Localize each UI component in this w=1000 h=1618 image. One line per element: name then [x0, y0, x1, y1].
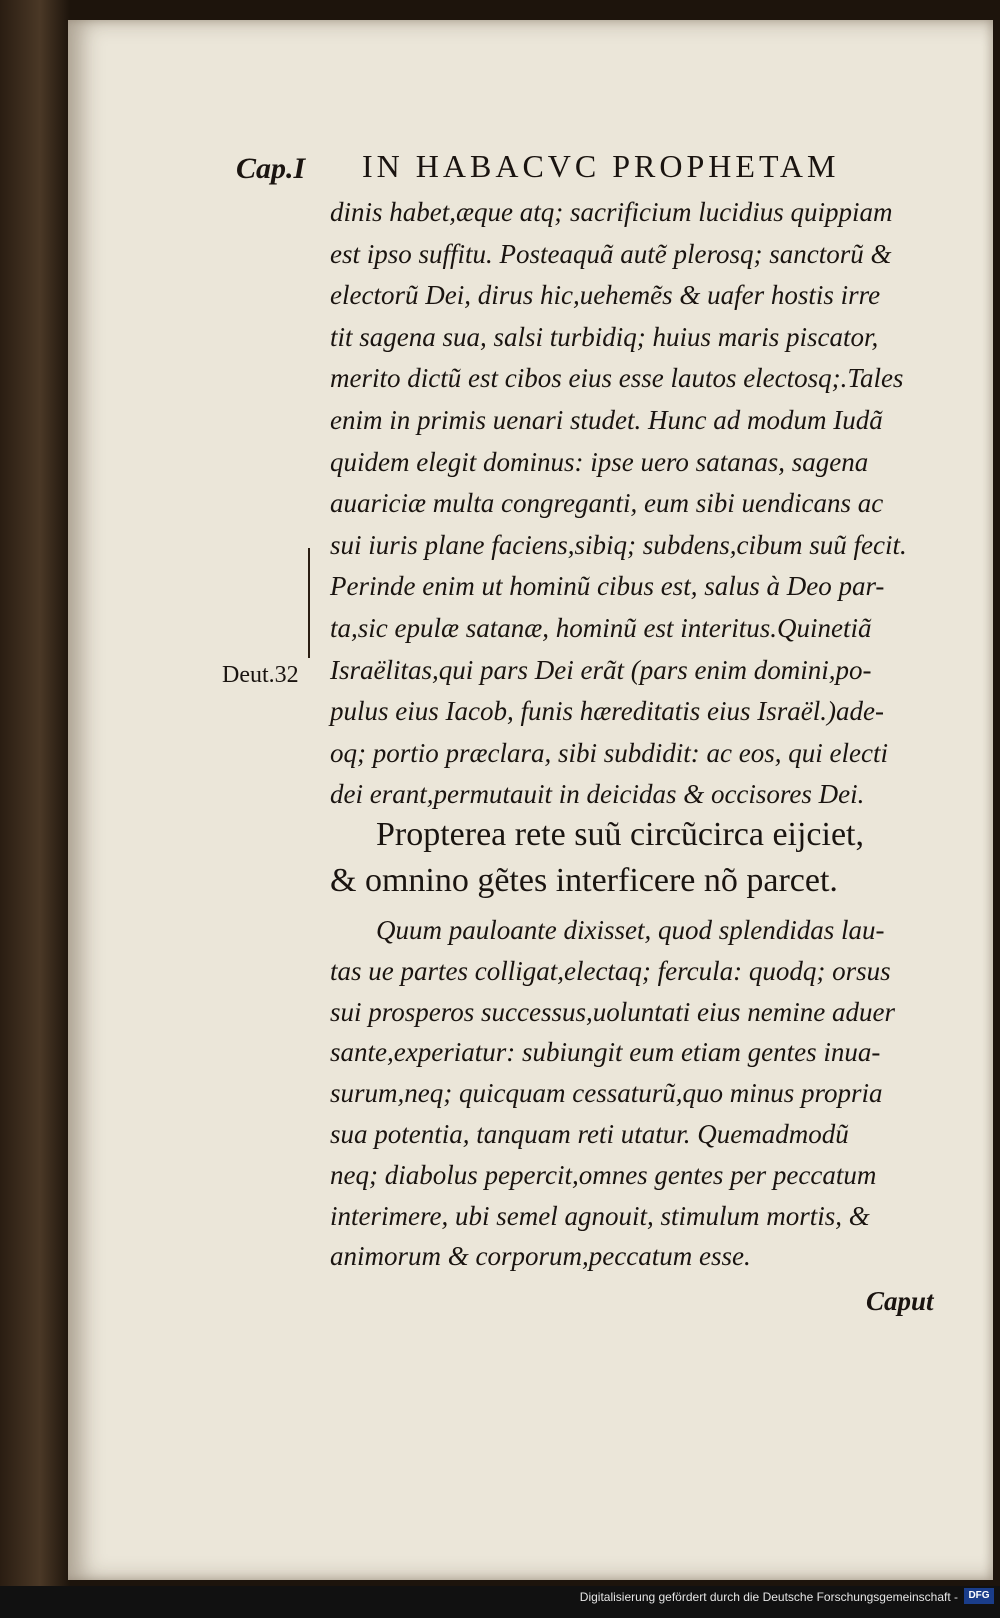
margin-note: Deut.32: [222, 662, 299, 688]
body-line: Israëlitas,qui pars Dei erãt (pars enim domini,po-: [330, 654, 872, 685]
comment-line: sante,experiatur: subiungit eum etiam gentes inua-: [330, 1037, 881, 1068]
body-line: auariciæ multa congreganti, eum sibi uendicans ac: [330, 488, 884, 519]
comment-line: surum,neq; quicquam cessaturũ,quo minus propria: [330, 1078, 883, 1109]
body-line: pulus eius Iacob, funis hæreditatis eius Israël.)ade-: [330, 696, 884, 727]
body-line: Perinde enim ut hominũ cibus est, salus à Deo par-: [330, 571, 885, 602]
comment-line: Quum pauloante dixisset, quod splendidas lau-: [376, 915, 885, 945]
body-line: dei erant,permutauit in deicidas & occisores Dei.: [330, 779, 865, 810]
body-line: merito dictũ est cibos eius esse lautos electosq;.Tales: [330, 363, 904, 394]
verse-line: Propterea rete suũ circũcirca eijciet,: [376, 816, 865, 853]
scripture-verse: [330, 812, 942, 904]
body-line: dinis habet,æque atq; sacrificium lucidius quippiam: [330, 197, 893, 227]
comment-line: interimere, ubi semel agnouit, stimulum mortis, &: [330, 1200, 870, 1231]
body-line: enim in primis uenari studet. Hunc ad modum Iudã: [330, 404, 883, 435]
comment-line: tas ue partes colligat,electaq; fercula: quodq; orsus: [330, 955, 891, 986]
body-text: [330, 192, 942, 816]
comment-line: animorum & corporum,peccatum esse.: [330, 1241, 751, 1272]
body-line: est ipso suffitu. Posteaquã autẽ plerosq; sanctorũ &: [330, 238, 892, 269]
comment-line: sui prosperos successus,uoluntati eius nemine aduer: [330, 996, 895, 1027]
body-line: sui iuris plane faciens,sibiq; subdens,cibum suũ fecit.: [330, 529, 907, 560]
comment-line: neq; diabolus pepercit,omnes gentes per peccatum: [330, 1159, 877, 1190]
footer-credit: Digitalisierung gefördert durch die Deutsche Forschungsgemeinschaft -: [579, 1590, 958, 1604]
commentary-text: [330, 910, 942, 1277]
chapter-marker: Cap.I: [236, 152, 306, 185]
margin-bracket: [308, 548, 318, 658]
body-line: electorũ Dei, dirus hic,uehemẽs & uafer hostis irre: [330, 280, 881, 311]
catchword: Caput: [866, 1286, 934, 1316]
comment-line: sua potentia, tanquam reti utatur. Quemadmodũ: [330, 1118, 849, 1149]
body-line: ta,sic epulæ satanæ, hominũ est interitus.Quinetiã: [330, 612, 872, 643]
verse-line: & omnino gẽtes interficere nõ parcet.: [330, 862, 838, 899]
dfg-logo: DFG: [964, 1588, 994, 1604]
running-head: IN HABACVC PROPHETAM: [362, 148, 840, 184]
body-line: oq; portio præclara, sibi subdidit: ac eos, qui electi: [330, 737, 888, 768]
body-line: tit sagena sua, salsi turbidiq; huius maris piscator,: [330, 321, 879, 352]
body-line: quidem elegit dominus: ipse uero satanas, sagena: [330, 446, 869, 477]
